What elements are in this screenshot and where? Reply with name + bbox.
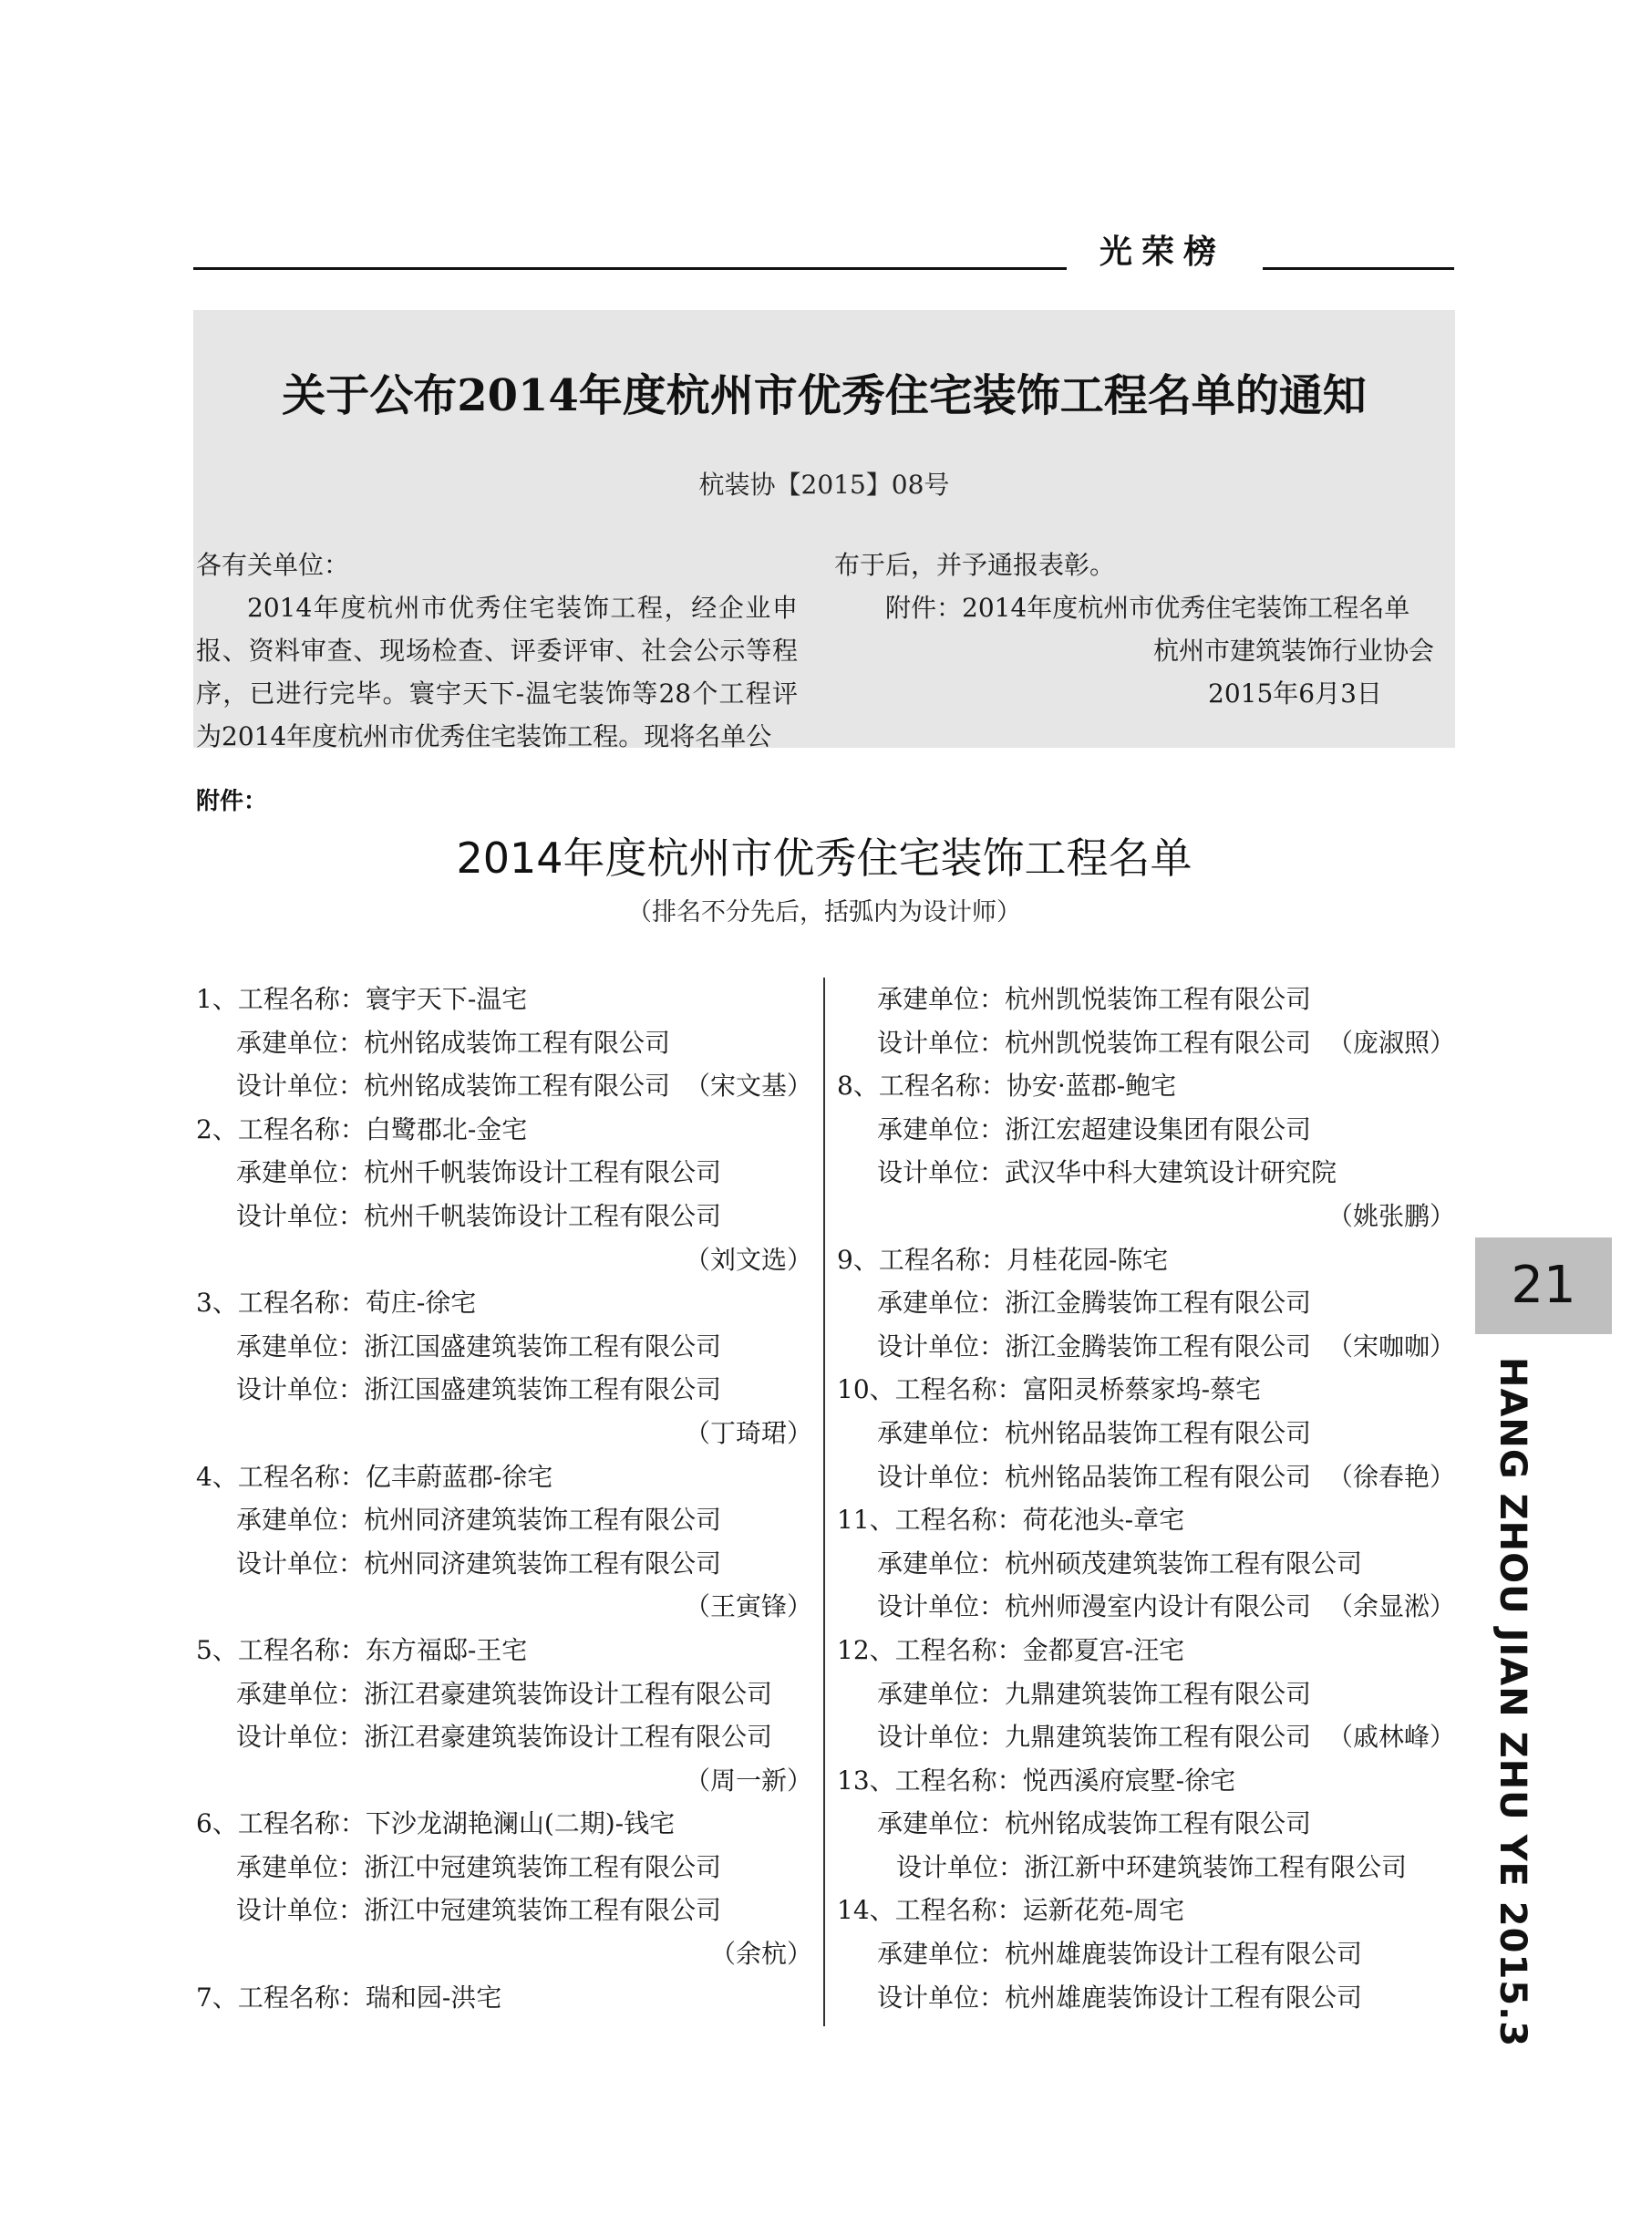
page-number: 21 (1475, 1237, 1612, 1334)
list-line (196, 1976, 812, 2020)
project-detail: 设计单位：杭州雄鹿装饰设计工程有限公司 (877, 1982, 1363, 2013)
list-line (837, 1976, 1455, 2020)
list-line (837, 1889, 1455, 1932)
list-line (837, 1672, 1455, 1716)
list-line (837, 1064, 1455, 1108)
list-line (837, 1325, 1455, 1369)
project-detail: 设计单位：浙江中冠建筑装饰工程有限公司 (236, 1895, 722, 1926)
project-detail: 承建单位：杭州铭品装饰工程有限公司 (877, 1417, 1312, 1448)
list-line (837, 1151, 1455, 1195)
project-detail: 承建单位：浙江君豪建筑装饰设计工程有限公司 (236, 1678, 773, 1709)
list-line (837, 1195, 1455, 1238)
list-line (837, 1759, 1455, 1803)
project-name: 5、工程名称：东方福邸-王宅 (196, 1634, 528, 1665)
project-detail: 承建单位：杭州铭成装饰工程有限公司 (877, 1808, 1312, 1839)
project-detail: 承建单位：杭州千帆装饰设计工程有限公司 (236, 1157, 722, 1188)
designer-name: （刘文选） (684, 1244, 812, 1275)
list-line (196, 1585, 812, 1629)
designer-name: （姚张鹏） (1327, 1200, 1455, 1231)
designer-name: （余杭） (709, 1939, 812, 1970)
list-title: 2014年度杭州市优秀住宅装饰工程名单 (456, 833, 1193, 883)
list-line (196, 1281, 812, 1325)
project-name: 3、工程名称：荀庄-徐宅 (196, 1288, 477, 1319)
project-detail: 设计单位：杭州铭成装饰工程有限公司 (236, 1071, 671, 1102)
project-list-right (837, 978, 1455, 2019)
list-line (196, 1064, 812, 1108)
header-rule-left (193, 267, 1067, 270)
section-tag: 光荣榜 (1099, 233, 1225, 271)
project-name: 8、工程名称：协安·蓝郡-鲍宅 (837, 1071, 1177, 1102)
notice-body-right (834, 544, 1445, 715)
notice-paragraph: 2014年度杭州市优秀住宅装饰工程，经企业申报、资料审查、现场检查、评委评审、社会公示等程序，已进行完毕。寰宇天下-温宅装饰等28个工程评为2014年度杭州市优秀住宅装饰工程。现将名单公 (196, 593, 798, 751)
project-detail: 设计单位：杭州铭品装饰工程有限公司 (877, 1461, 1312, 1492)
list-line (196, 978, 812, 1021)
list-line (196, 1108, 812, 1152)
project-detail: 承建单位：浙江中冠建筑装饰工程有限公司 (236, 1851, 722, 1882)
project-detail: 设计单位：杭州千帆装饰设计工程有限公司 (236, 1200, 722, 1231)
list-line (196, 1889, 812, 1932)
project-detail: 设计单位：九鼎建筑装饰工程有限公司 (877, 1722, 1312, 1753)
project-detail: 设计单位：浙江金腾装饰工程有限公司 (877, 1330, 1312, 1361)
project-detail: 设计单位：浙江君豪建筑装饰设计工程有限公司 (236, 1722, 773, 1753)
list-line (196, 1368, 812, 1412)
list-line (837, 1715, 1455, 1759)
list-line (196, 1672, 812, 1716)
project-detail: 设计单位：浙江新中环建筑装饰工程有限公司 (896, 1851, 1408, 1882)
notice-body-left (196, 544, 798, 758)
list-line (837, 1281, 1455, 1325)
designer-name: （宋文基） (684, 1071, 812, 1102)
list-line (837, 1412, 1455, 1455)
project-name: 2、工程名称：白鹭郡北-金宅 (196, 1113, 528, 1144)
designer-name: （宋咖咖） (1327, 1330, 1455, 1361)
list-line (196, 1455, 812, 1499)
list-line (837, 1585, 1455, 1629)
project-name: 7、工程名称：瑞和园-洪宅 (196, 1982, 502, 2013)
list-line (196, 1238, 812, 1282)
designer-name: （庞淑照） (1327, 1027, 1455, 1058)
project-detail: 设计单位：武汉华中科大建筑设计研究院 (877, 1157, 1337, 1188)
salutation: 各有关单位： (196, 550, 350, 580)
list-line (837, 1802, 1455, 1846)
signature-date: 2015年6月3日 (1208, 678, 1382, 709)
project-detail: 承建单位：杭州凯悦装饰工程有限公司 (877, 984, 1312, 1014)
list-line (196, 1932, 812, 1976)
designer-name: （丁琦珺） (684, 1417, 812, 1448)
list-line (196, 1325, 812, 1369)
list-line (196, 1195, 812, 1238)
doc-number: 杭装协【2015】08号 (698, 470, 950, 500)
list-line (837, 1498, 1455, 1542)
list-line (837, 1021, 1455, 1065)
project-detail: 设计单位：杭州同济建筑装饰工程有限公司 (236, 1548, 722, 1579)
notice-title: 关于公布2014年度杭州市优秀住宅装饰工程名单的通知 (282, 370, 1367, 421)
project-name: 6、工程名称：下沙龙湖艳澜山(二期)-钱宅 (196, 1808, 676, 1839)
designer-name: （戚林峰） (1327, 1722, 1455, 1753)
project-detail: 设计单位：杭州凯悦装饰工程有限公司 (877, 1027, 1312, 1058)
designer-name: （余显淞） (1327, 1591, 1455, 1622)
list-line (837, 1932, 1455, 1976)
notice-paragraph-continued: 布于后，并予通报表彰。 (834, 550, 1116, 580)
list-line (196, 1629, 812, 1672)
project-detail: 承建单位：杭州同济建筑装饰工程有限公司 (236, 1505, 722, 1536)
list-line (196, 1498, 812, 1542)
project-name: 14、工程名称：运新花苑-周宅 (837, 1895, 1185, 1926)
project-name: 11、工程名称：荷花池头-章宅 (837, 1505, 1185, 1536)
list-line (196, 1715, 812, 1759)
list-line (837, 1108, 1455, 1152)
project-detail: 承建单位：九鼎建筑装饰工程有限公司 (877, 1678, 1312, 1709)
project-detail: 承建单位：浙江宏超建设集团有限公司 (877, 1113, 1312, 1144)
designer-name: （王寅锋） (684, 1591, 812, 1622)
list-line (196, 1151, 812, 1195)
list-line (837, 1629, 1455, 1672)
list-line (837, 1542, 1455, 1586)
project-name: 10、工程名称：富阳灵桥蔡家坞-蔡宅 (837, 1374, 1262, 1405)
attachment-note: 附件：2014年度杭州市优秀住宅装饰工程名单 (885, 593, 1410, 623)
list-line (837, 978, 1455, 1021)
magazine-title: HANG ZHOU JIAN ZHU YE 2015.3 (1492, 1357, 1533, 2048)
header-rule-right (1263, 267, 1454, 270)
project-name: 4、工程名称：亿丰蔚蓝郡-徐宅 (196, 1461, 553, 1492)
list-line (196, 1759, 812, 1803)
column-divider (823, 978, 825, 2026)
project-detail: 承建单位：浙江金腾装饰工程有限公司 (877, 1288, 1312, 1319)
list-line (196, 1802, 812, 1846)
project-detail: 设计单位：杭州师漫室内设计有限公司 (877, 1591, 1312, 1622)
list-line (196, 1021, 812, 1065)
project-detail: 承建单位：杭州雄鹿装饰设计工程有限公司 (877, 1939, 1363, 1970)
list-line (837, 1455, 1455, 1499)
project-name: 1、工程名称：寰宇天下-温宅 (196, 984, 528, 1014)
list-line (837, 1238, 1455, 1282)
list-line (196, 1542, 812, 1586)
signature-org: 杭州市建筑装饰行业协会 (1153, 636, 1435, 666)
project-name: 12、工程名称：金都夏宫-汪宅 (837, 1634, 1185, 1665)
attachment-label: 附件： (196, 788, 268, 815)
list-line (196, 1846, 812, 1890)
designer-name: （徐春艳） (1327, 1461, 1455, 1492)
project-detail: 承建单位：杭州硕茂建筑装饰工程有限公司 (877, 1548, 1363, 1579)
project-name: 13、工程名称：悦西溪府宸墅-徐宅 (837, 1765, 1236, 1796)
designer-name: （周一新） (684, 1765, 812, 1796)
list-line (196, 1412, 812, 1455)
list-line (837, 1846, 1455, 1890)
list-subtitle: （排名不分先后，括弧内为设计师） (627, 898, 1021, 927)
list-line (837, 1368, 1455, 1412)
project-name: 9、工程名称：月桂花园-陈宅 (837, 1244, 1169, 1275)
project-detail: 设计单位：浙江国盛建筑装饰工程有限公司 (236, 1374, 722, 1405)
project-detail: 承建单位：浙江国盛建筑装饰工程有限公司 (236, 1330, 722, 1361)
project-list-left (196, 978, 812, 2019)
project-detail: 承建单位：杭州铭成装饰工程有限公司 (236, 1027, 671, 1058)
